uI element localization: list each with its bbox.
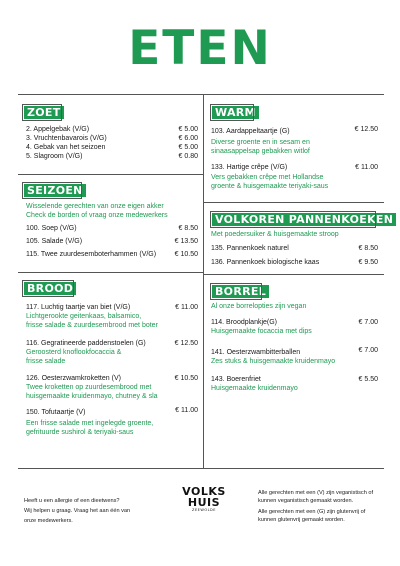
zoet-item: 3. Vruchtenbavarois (V/G) (26, 135, 107, 142)
brood-desc: Twee kroketten op zuurdesembrood met (26, 384, 152, 391)
allergy-line: Heeft u een allergie of een dieetwens? (24, 498, 120, 504)
brood-price: € 11.00 (175, 304, 198, 311)
borrel-item: 143. Boerenfriet (211, 376, 261, 383)
section-frame-seizoen (22, 182, 82, 199)
divider-seizoen (18, 174, 203, 175)
warm-item: 133. Hartige crêpe (V/G) (211, 164, 288, 171)
logo-line-1: VOLKS (182, 485, 226, 498)
seizoen-intro: Wisselende gerechten van onze eigen akker (26, 203, 164, 210)
section-badge-warm: WARM (212, 106, 259, 119)
warm-desc: groente & huisgemaakte teriyaki-saus (211, 183, 329, 190)
warm-price: € 11.00 (355, 164, 378, 171)
brood-price: € 10.50 (174, 375, 198, 382)
allergy-line: onze medewerkers. (24, 518, 73, 524)
seizoen-item: 100. Soep (V/G) (26, 225, 77, 232)
brood-desc: frisse salade & zuurdesembrood met boter (26, 322, 158, 329)
diet-note-line: Alle gerechten met een (V) zijn veganistisch of (258, 490, 374, 496)
section-frame-warm (210, 104, 254, 121)
borrel-item: 141. Oesterzwambitterballen (211, 349, 301, 356)
warm-desc: sinaasappelsap gebakken witlof (211, 148, 310, 155)
borrel-desc: Huisgemaakte focaccia met dips (211, 328, 312, 335)
section-frame-zoet (22, 104, 62, 121)
borrel-desc: Zes stuks & huisgemaakte kruidenmayo (211, 358, 336, 365)
seizoen-price: € 13.50 (174, 238, 198, 245)
pannenkoeken-price: € 8.50 (358, 245, 378, 252)
pannenkoeken-price: € 9.50 (358, 259, 378, 266)
logo-line-3: ZEEWOLDE (192, 508, 216, 512)
borrel-price: € 7.00 (358, 319, 378, 326)
warm-desc: Diverse groente en in sesam en (211, 139, 310, 146)
volkshuis-logo (182, 486, 226, 513)
brood-price: € 12.50 (174, 340, 198, 347)
zoet-item: 2. Appelgebak (V/G) (26, 126, 90, 133)
brood-desc: frisse salade (26, 358, 66, 365)
zoet-item: 5. Slagroom (V/G) (26, 153, 83, 160)
section-badge-seizoen: SEIZOEN (24, 184, 86, 197)
section-badge-zoet: ZOET (24, 106, 64, 119)
seizoen-item: 105. Salade (V/G) (26, 238, 83, 245)
column-divider (203, 94, 204, 468)
borrel-intro: Al onze borrelopties zijn vegan (211, 303, 307, 310)
logo-line-2: HUIS (187, 496, 221, 509)
zoet-price: € 5.00 (178, 144, 198, 151)
brood-desc: huisgemaakte kruidenmayo, chutney & sla (26, 393, 158, 400)
allergy-line: Wij helpen u graag. Vraag het aan één van (24, 508, 131, 514)
section-badge-pannenkoeken: VOLKOREN PANNENKOEKEN (212, 213, 396, 226)
menu-title: ETEN (128, 21, 272, 76)
seizoen-price: € 8.50 (178, 225, 198, 232)
borrel-desc: Huisgemaakte kruidenmayo (211, 385, 298, 392)
section-frame-brood (22, 280, 74, 297)
divider-borrel (203, 274, 384, 275)
section-frame-borrel (210, 283, 262, 300)
pannenkoeken-item: 136. Pannenkoek biologische kaas (211, 259, 320, 266)
borrel-price: € 5.50 (358, 376, 378, 383)
seizoen-item: 115. Twee zuurdesemboterhammen (V/G) (26, 251, 157, 258)
brood-desc: gefrituurde sushirol & teriyaki-saus (26, 429, 134, 436)
section-badge-borrel: BORREL (212, 285, 269, 298)
divider-pannenkoeken (203, 202, 384, 203)
pannenkoeken-intro: Met poedersuiker & huisgemaakte stroop (211, 231, 339, 238)
borrel-item: 114. Broodplankje(G) (211, 319, 278, 326)
brood-item: 126. Oesterzwamkroketten (V) (26, 375, 121, 382)
diet-note-line: kunnen veganistisch gemaakt worden. (258, 498, 354, 504)
zoet-price: € 0.80 (178, 153, 198, 160)
brood-item: 116. Gegratineerde paddenstoelen (G) (26, 340, 146, 347)
bottom-divider (18, 468, 384, 469)
divider-brood (18, 272, 203, 273)
brood-item: 150. Tofutaartje (V) (26, 409, 86, 416)
brood-desc: Geroosterd knoflookfocaccia & (26, 349, 122, 356)
zoet-item: 4. Gebak van het seizoen (26, 144, 106, 151)
borrel-price: € 7.00 (358, 347, 378, 354)
warm-price: € 12.50 (354, 126, 378, 133)
pannenkoeken-item: 135. Pannenkoek naturel (211, 245, 289, 252)
seizoen-intro: Check de borden of vraag onze medewerkers (26, 212, 168, 219)
brood-desc: Een frisse salade met ingelegde groente, (26, 420, 154, 427)
brood-item: 117. Luchtig taartje van biet (V/G) (26, 304, 131, 311)
top-divider (18, 94, 384, 95)
section-frame-pannenkoeken (210, 211, 376, 228)
warm-item: 103. Aardappeltaartje (G) (211, 128, 290, 135)
zoet-price: € 6.00 (178, 135, 198, 142)
section-badge-brood: BROOD (24, 282, 76, 295)
diet-note-line: Alle gerechten met een (G) zijn glutenvrij of (258, 509, 366, 515)
brood-desc: Lichtgerookte geitenkaas, balsamico, (26, 313, 142, 320)
seizoen-price: € 10.50 (174, 251, 198, 258)
zoet-price: € 5.00 (178, 126, 198, 133)
warm-desc: Vers gebakken crêpe met Hollandse (211, 174, 324, 181)
brood-price: € 11.00 (175, 407, 198, 414)
diet-note-line: kunnen glutenvrij gemaakt worden. (258, 517, 345, 523)
